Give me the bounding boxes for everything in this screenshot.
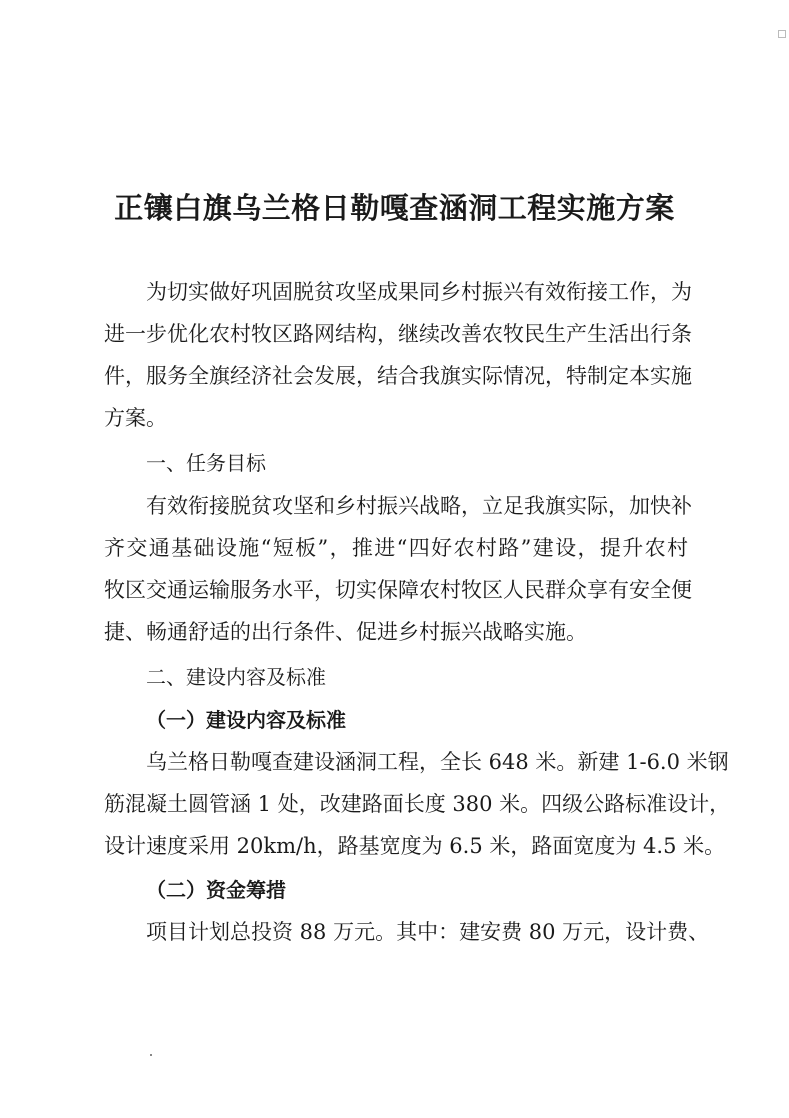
subsection-2-line-1: 项目计划总投资 88 万元。其中：建安费 80 万元，设计费、 (146, 920, 710, 944)
intro-line-4: 方案。 (104, 406, 167, 430)
subsection-1-heading: （一）建设内容及标准 (146, 708, 346, 732)
section-1-line-4: 捷、畅通舒适的出行条件、促进乡村振兴战略实施。 (104, 620, 587, 644)
subsection-1-line-2: 筋混凝土圆管涵 1 处，改建路面长度 380 米。四级公路标准设计， (104, 792, 731, 816)
section-1-line-3: 牧区交通运输服务水平，切实保障农村牧区人民群众享有安全便 (104, 578, 692, 602)
section-1-line-1: 有效衔接脱贫攻坚和乡村振兴战略，立足我旗实际，加快补 (146, 494, 692, 518)
intro-line-3: 件，服务全旗经济社会发展，结合我旗实际情况，特制定本实施 (104, 364, 692, 388)
scan-corner-mark (778, 30, 786, 38)
intro-line-1: 为切实做好巩固脱贫攻坚成果同乡村振兴有效衔接工作，为 (146, 280, 692, 304)
subsection-2-heading: （二）资金筹措 (146, 878, 286, 902)
section-1-line-2: 齐交通基础设施“短板”，推进“四好农村路”建设，提升农村 (104, 536, 688, 560)
document-title: 正镶白旗乌兰格日勒嘎查涵洞工程实施方案 (114, 191, 675, 225)
section-1-heading: 一、任务目标 (146, 451, 266, 475)
section-2-heading: 二、建设内容及标准 (146, 665, 326, 689)
subsection-1-line-3: 设计速度采用 20km/h，路基宽度为 6.5 米，路面宽度为 4.5 米。 (104, 834, 726, 858)
intro-line-2: 进一步优化农村牧区路网结构，继续改善农牧民生产生活出行条 (104, 322, 692, 346)
subsection-1-line-1: 乌兰格日勒嘎查建设涵洞工程，全长 648 米。新建 1-6.0 米钢 (146, 750, 729, 774)
scan-speck (150, 1054, 152, 1056)
